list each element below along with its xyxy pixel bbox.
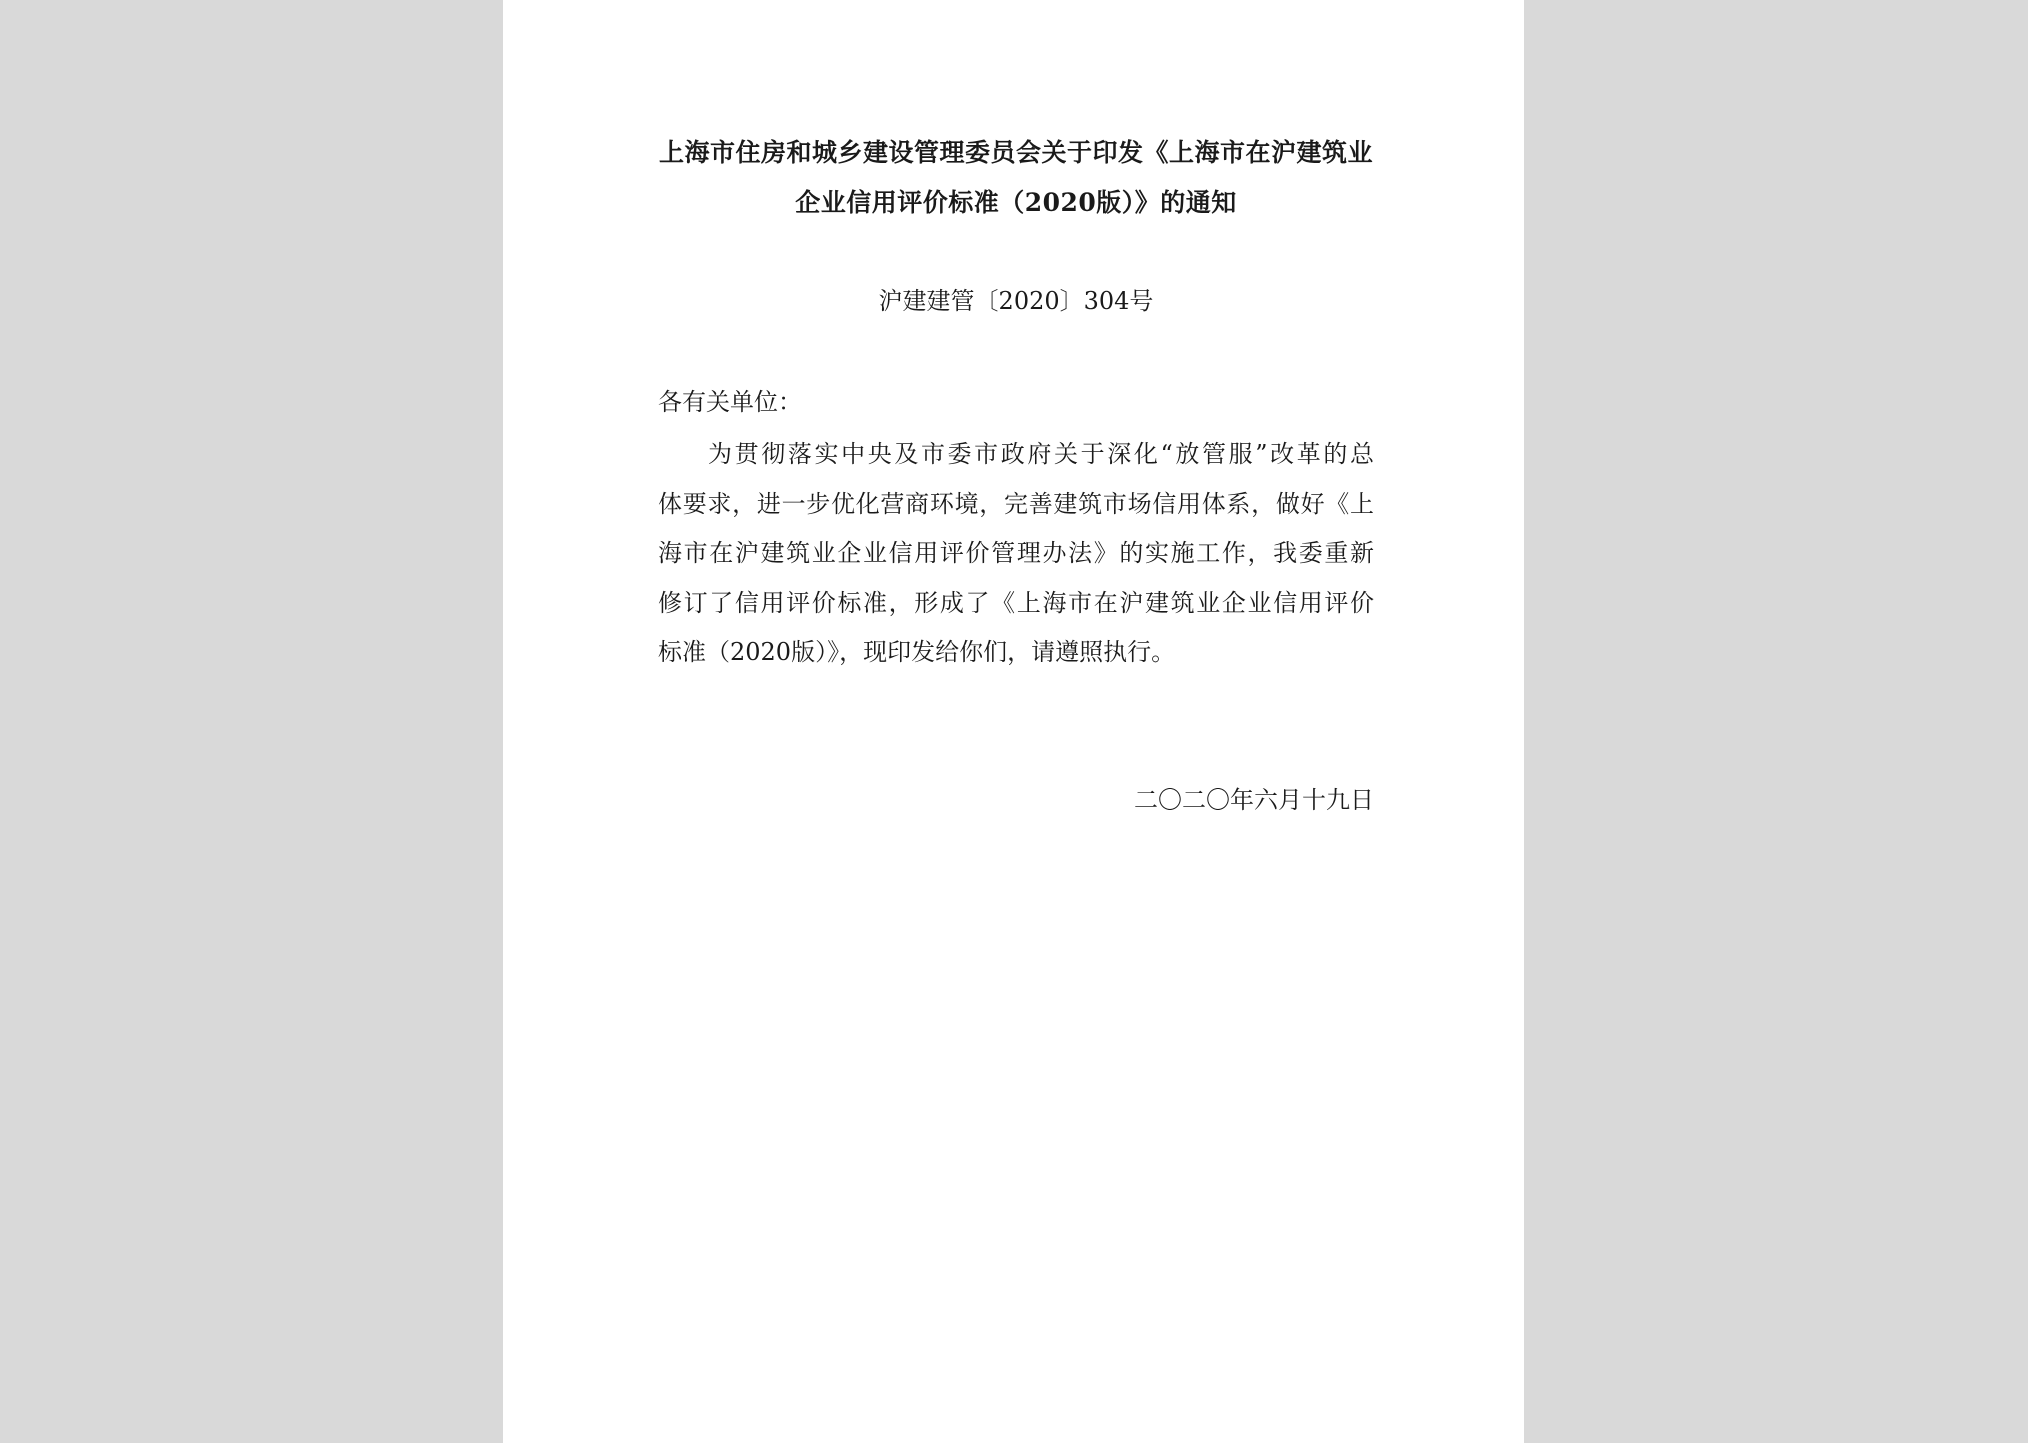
signature-date: 二〇二〇年六月十九日 — [1134, 786, 1374, 814]
body-line: 海市在沪建筑业企业信用评价管理办法》的实施工作，我委重新 — [658, 539, 1374, 567]
title-line-2: 企业信用评价标准（2020版）》的通知 — [795, 188, 1237, 217]
title-line-1: 上海市住房和城乡建设管理委员会关于印发《上海市在沪建筑业 — [658, 138, 1373, 167]
body-line: 体要求，进一步优化营商环境，完善建筑市场信用体系，做好《上 — [658, 489, 1374, 518]
body-paragraph — [658, 430, 1374, 678]
body-line: 标准（2020版）》，现印发给你们，请遵照执行。 — [658, 638, 1176, 666]
document-title — [658, 128, 1374, 228]
body-line: 修订了信用评价标准，形成了《上海市在沪建筑业企业信用评价 — [658, 588, 1374, 617]
salutation: 各有关单位： — [658, 388, 802, 416]
document-page — [503, 0, 1524, 1443]
document-number: 沪建建管〔2020〕304号 — [878, 287, 1154, 315]
body-line: 为贯彻落实中央及市委市政府关于深化“放管服”改革的总 — [708, 440, 1374, 468]
